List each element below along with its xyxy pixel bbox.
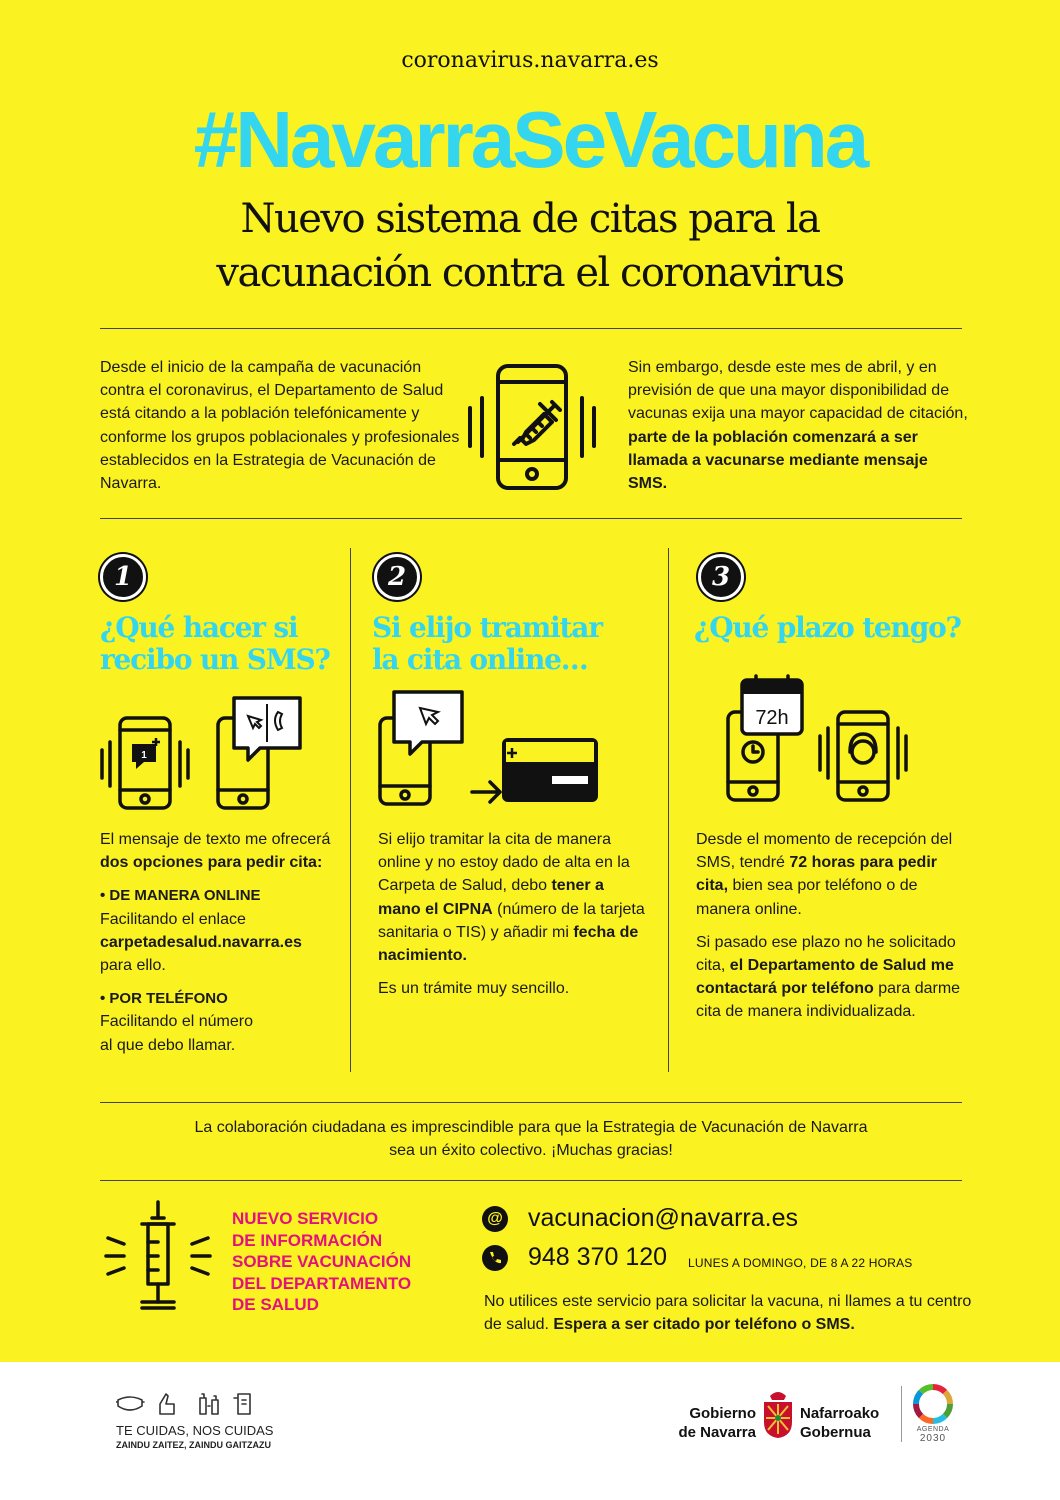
step-3-bold-a: 72 horas para pedir cita, [696, 854, 937, 895]
hashtag-title: #NavarraSeVacuna [193, 95, 867, 184]
step-1-title [100, 612, 340, 676]
step-1-intro-bold: dos opciones para pedir cita: [100, 854, 323, 872]
step-3-plain-b: bien sea por teléfono o de manera online. [696, 877, 918, 918]
step-1-title-line-1: ¿Qué hacer si [100, 611, 298, 644]
service-note-plain: No utilices este servicio para solicitar la vacuna, ni llames a tu centro de salud. [484, 1293, 972, 1334]
mask-icon [116, 1397, 144, 1410]
nafarroako-gobernua-label [800, 1404, 900, 1442]
step-1-text [100, 828, 340, 1057]
care-icons [116, 1390, 266, 1416]
step-2-title-line-1: Si elijo tramitar [372, 611, 602, 644]
bullet-phone-text: Facilitando el número [100, 1013, 253, 1031]
hand-wash-icon [160, 1394, 174, 1414]
bullet-online-end: para ello. [100, 957, 166, 975]
step-1-number: 1 [100, 554, 146, 600]
divider [100, 1102, 962, 1103]
step-2-paragraph-2: Es un trámite muy sencillo. [378, 980, 570, 998]
step-3-title: ¿Qué plazo tengo? [694, 611, 961, 644]
intro-right-text [628, 356, 968, 495]
step-3-plain-a: Desde el momento de recepción del SMS, tendré [696, 831, 953, 872]
headline [0, 192, 1060, 300]
service-note-bold: Espera a ser citado por teléfono o SMS. [553, 1316, 855, 1334]
intro-right-plain: Sin embargo, desde este mes de abril, y en previsión de que una mayor disponibilidad de vacunas exija una mayor capacidad de citación, [628, 359, 968, 423]
footer-divider [901, 1386, 902, 1442]
bullet-phone-title: • POR TELÉFONO [100, 990, 228, 1008]
step-2-paragraph-1 [378, 828, 646, 967]
service-title-line-2: DE INFORMACIÓN [232, 1230, 383, 1250]
online-card-icon [376, 688, 604, 810]
service-title-line-3: SOBRE VACUNACIÓN [232, 1252, 412, 1271]
service-title-line-5: DE SALUD [232, 1295, 319, 1314]
bullet-phone-end: al que debo llamar. [100, 1036, 236, 1054]
email-at-icon: @ [482, 1206, 508, 1232]
intro-left-text: Desde el inicio de la campaña de vacunación contra el coronavirus, el Departamento de Salud está citando a la población telefónicamente y conforme los grupos poblacionales y profesionales establecidos en la Estrategia de Vacunación de Navarra. [100, 359, 460, 493]
step-1-title-line-2: recibo un SMS? [100, 643, 330, 676]
step-2-number: 2 [374, 554, 420, 600]
column-divider [350, 548, 351, 1072]
gobierno-navarra-label [640, 1404, 756, 1442]
service-title [232, 1208, 452, 1316]
bullet-online-text: Facilitando el enlace [100, 910, 246, 928]
step-1-intro [100, 828, 340, 874]
step-3-plain-c: Si pasado ese plazo no he solicitado cita, [696, 933, 956, 975]
phone-number[interactable]: 948 370 120 [528, 1243, 668, 1271]
agenda-2030-wheel-icon [912, 1384, 954, 1424]
step-2-bold-a: tener a mano el CIPNA [378, 877, 604, 918]
distance-icon [200, 1394, 218, 1414]
footer-slogan: TE CUIDAS, NOS CUIDAS [116, 1423, 274, 1438]
syringe-icon [102, 1198, 214, 1316]
service-title-line-1: NUEVO SERVICIO [232, 1209, 379, 1228]
step-2-bold-b: fecha de nacimiento. [378, 923, 639, 965]
calendar-72h-label: 72h [755, 707, 789, 729]
footer-slogan-basque: ZAINDU ZAITEZ, ZAINDU GAITZAZU [116, 1440, 271, 1450]
phone-vaccine-icon [466, 360, 598, 494]
divider [100, 518, 962, 519]
step-1-bullet-phone [100, 987, 340, 1057]
step-3-bold-b: el Departamento de Salud me contactará por teléfono [696, 957, 954, 998]
carpeta-salud-link[interactable]: carpetadesalud.navarra.es [100, 933, 302, 951]
intro-right-bold: parte de la población comenzará a ser llamada a vacunarse mediante mensaje SMS. [628, 428, 928, 493]
step-2-title-line-2: la cita online… [372, 643, 588, 676]
collaboration-line-2: sea un éxito colectivo. ¡Muchas gracias! [389, 1142, 673, 1160]
step-3-paragraph-1 [696, 828, 966, 921]
agenda-label: AGENDA [916, 1426, 950, 1433]
gobernua-label-line-2: Gobernua [800, 1424, 871, 1441]
collaboration-line-1: La colaboración ciudadana es imprescindible para que la Estrategia de Vacunación de Navarra [194, 1119, 868, 1136]
gobierno-label-line-1: Gobierno [689, 1405, 756, 1422]
service-hours: LUNES A DOMINGO, DE 8 A 22 HORAS [688, 1256, 913, 1270]
divider [100, 1180, 962, 1181]
step-2-plain-a: Si elijo tramitar la cita de manera online y no estoy dado de alta en la Carpeta de Salud, debo [378, 831, 630, 895]
gobierno-label-line-2: de Navarra [678, 1424, 756, 1441]
deadline-icon [722, 674, 922, 806]
step-2-text [378, 828, 646, 1000]
navarra-coat-of-arms-icon [762, 1388, 794, 1440]
step-2-plain-b: (número de la tarjeta sanitaria o TIS) y añadir mi [378, 900, 645, 941]
headline-line-2: vacunación contra el coronavirus [216, 250, 844, 296]
step-1-bullet-online [100, 884, 340, 977]
step-3-plain-d: para darme cita de manera individualizada. [696, 980, 961, 1021]
agenda-year: 2030 [919, 1433, 947, 1444]
email-address[interactable]: vacunacion@navarra.es [528, 1204, 798, 1232]
headline-line-1: Nuevo sistema de citas para la [240, 196, 820, 242]
service-title-line-4: DEL DEPARTAMENTO [232, 1273, 412, 1293]
site-url[interactable]: coronavirus.navarra.es [401, 48, 659, 73]
svg-text:1: 1 [141, 750, 147, 761]
step-3-number: 3 [698, 554, 744, 600]
phone-icon [482, 1245, 508, 1271]
step-3-paragraph-2 [696, 931, 966, 1024]
sms-phones-icon [98, 690, 314, 814]
collaboration-text [100, 1116, 962, 1162]
step-3-text [696, 828, 966, 1024]
divider [100, 328, 962, 329]
gobernua-label-line-1: Nafarroako [800, 1405, 880, 1422]
step-2-title [372, 612, 652, 676]
service-note [484, 1290, 974, 1336]
step-1-intro-plain: El mensaje de texto me ofrecerá [100, 831, 331, 848]
column-divider [668, 548, 669, 1072]
ventilation-icon [234, 1394, 250, 1414]
bullet-online-title: • DE MANERA ONLINE [100, 887, 261, 905]
